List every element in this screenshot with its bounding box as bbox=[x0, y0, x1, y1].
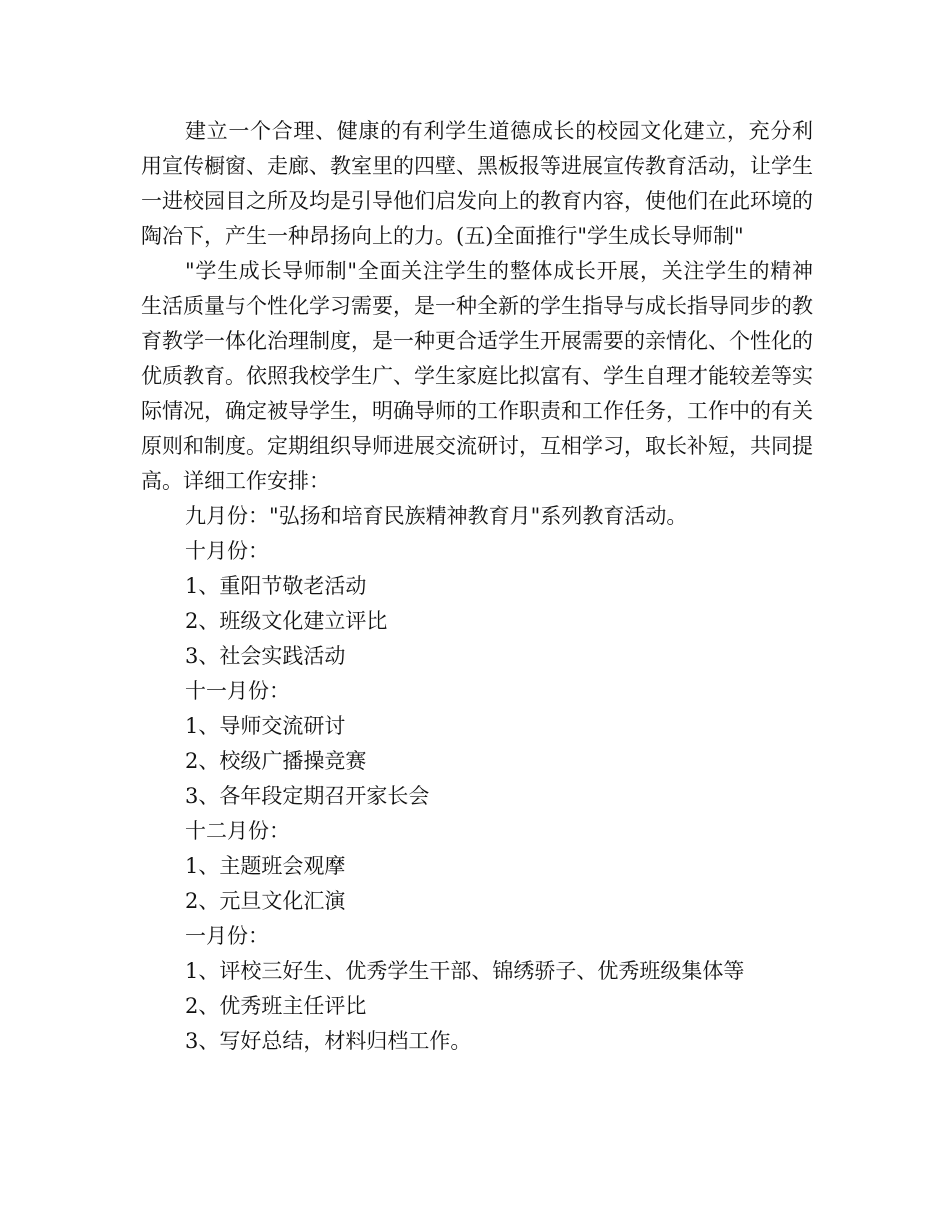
schedule-november-heading: 十一月份： bbox=[185, 679, 290, 703]
paragraph-mentor-system: "学生成长导师制"全面关注学生的整体成长开展，关注学生的精神生活质量与个性化学习需要，是一种全新的学生指导与成长指导同步的教育教学一体化治理制度，是一种更合适学生开展需要的亲情化、个性化的优质教育。依照我校学生广、学生家庭比拟富有、学生自理才能较差等实际情况，确定被导学生，明确导师的工作职责和工作任务，工作中的有关原则和制度。定期组织导师进展交流研讨，互相学习，取长补短，共同提高。详细工作安排： bbox=[141, 259, 813, 493]
schedule-item: 3、社会实践活动 bbox=[185, 644, 346, 668]
schedule-item: 3、各年段定期召开家长会 bbox=[185, 784, 430, 808]
schedule-item: 2、优秀班主任评比 bbox=[185, 994, 367, 1018]
schedule-item: 2、元旦文化汇演 bbox=[185, 889, 346, 913]
schedule-item: 2、班级文化建立评比 bbox=[185, 609, 388, 633]
schedule-item: 3、写好总结，材料归档工作。 bbox=[185, 1029, 472, 1053]
document-body bbox=[141, 114, 813, 1059]
schedule-item: 1、导师交流研讨 bbox=[185, 714, 346, 738]
schedule-item: 1、重阳节敬老活动 bbox=[185, 574, 367, 598]
schedule-item: 1、主题班会观摩 bbox=[185, 854, 346, 878]
paragraph-campus-culture: 建立一个合理、健康的有利学生道德成长的校园文化建立，充分利用宣传橱窗、走廊、教室里的四壁、黑板报等进展宣传教育活动，让学生一进校园目之所及均是引导他们启发向上的教育内容，使他们在此环境的陶冶下，产生一种昂扬向上的力。(五)全面推行"学生成长导师制" bbox=[141, 119, 813, 248]
schedule-item: 2、校级广播操竞赛 bbox=[185, 749, 367, 773]
schedule-january-heading: 一月份： bbox=[185, 924, 269, 948]
schedule-item: 1、评校三好生、优秀学生干部、锦绣骄子、优秀班级集体等 bbox=[185, 959, 745, 983]
schedule-december-heading: 十二月份： bbox=[185, 819, 290, 843]
schedule-october-heading: 十月份： bbox=[185, 539, 269, 563]
schedule-september: 九月份："弘扬和培育民族精神教育月"系列教育活动。 bbox=[185, 504, 688, 528]
